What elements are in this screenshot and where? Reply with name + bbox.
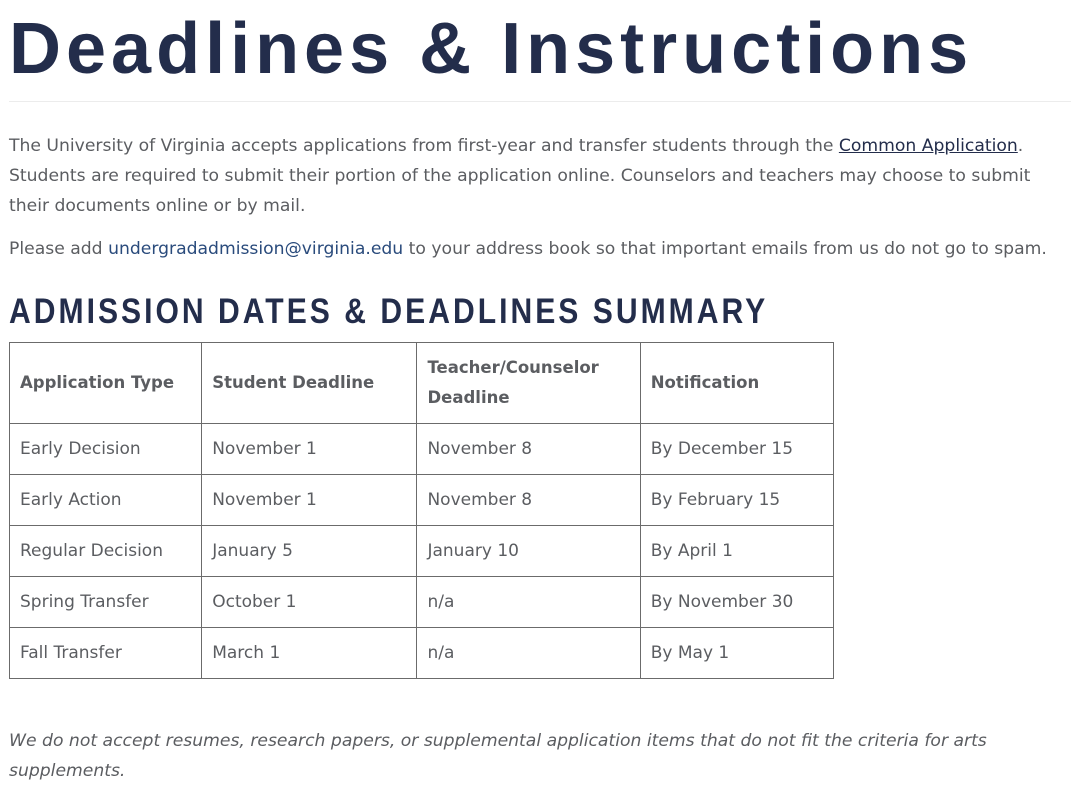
table-row [10, 577, 834, 628]
intro-text-after: . Students are required to submit their portion of the application online. Counselors and teachers may choose to submit their documents online or by mail. [9, 136, 1031, 216]
table-row [10, 475, 834, 526]
section-heading: ADMISSION DATES & DEADLINES SUMMARY [9, 292, 769, 331]
email-text-before: Please add [9, 239, 109, 259]
cell-notification: By February 15 [640, 475, 833, 526]
header-student-deadline: Student Deadline [202, 343, 417, 424]
cell-student-deadline: November 1 [202, 475, 417, 526]
common-application-link[interactable]: Common Application [838, 136, 1018, 156]
intro-text-before: The University of Virginia accepts applications from first-year and transfer students through the [9, 136, 839, 156]
table-row [10, 628, 834, 679]
table-row [10, 424, 834, 475]
cell-application-type: Fall Transfer [10, 628, 202, 679]
cell-teacher-deadline: n/a [417, 628, 640, 679]
cell-student-deadline: October 1 [202, 577, 417, 628]
intro-paragraph [9, 131, 1075, 221]
email-paragraph [9, 234, 1075, 264]
cell-application-type: Regular Decision [10, 526, 202, 577]
title-divider [9, 101, 1071, 102]
deadlines-table [9, 342, 834, 679]
cell-notification: By May 1 [640, 628, 833, 679]
cell-application-type: Spring Transfer [10, 577, 202, 628]
table-row [10, 526, 834, 577]
cell-student-deadline: March 1 [202, 628, 417, 679]
cell-teacher-deadline: January 10 [417, 526, 640, 577]
header-notification: Notification [640, 343, 833, 424]
cell-student-deadline: November 1 [202, 424, 417, 475]
email-text-after: to your address book so that important emails from us do not go to spam. [403, 239, 1047, 259]
page-title: Deadlines & Instructions [9, 9, 974, 89]
cell-notification: By November 30 [640, 577, 833, 628]
header-teacher-counselor-deadline: Teacher/Counselor Deadline [417, 343, 640, 424]
cell-application-type: Early Action [10, 475, 202, 526]
table-header-row [10, 343, 834, 424]
header-application-type: Application Type [10, 343, 202, 424]
cell-student-deadline: January 5 [202, 526, 417, 577]
cell-notification: By April 1 [640, 526, 833, 577]
footnote: We do not accept resumes, research papers, or supplemental application items that do not fit the criteria for arts supplements. [9, 731, 987, 781]
cell-teacher-deadline: November 8 [417, 424, 640, 475]
admission-email-link[interactable]: undergradadmission@virginia.edu [108, 239, 404, 259]
cell-teacher-deadline: November 8 [417, 475, 640, 526]
cell-teacher-deadline: n/a [417, 577, 640, 628]
cell-notification: By December 15 [640, 424, 833, 475]
cell-application-type: Early Decision [10, 424, 202, 475]
